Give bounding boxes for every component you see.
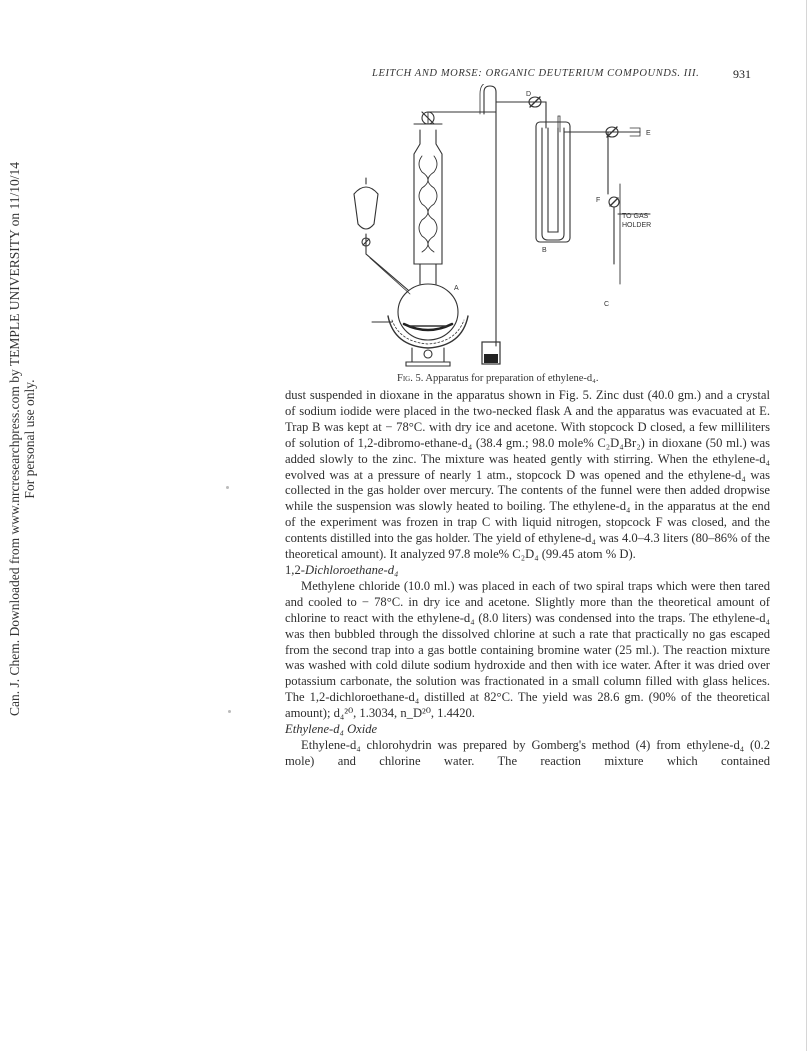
- apparatus-figure: [350, 84, 690, 374]
- scan-speck: [226, 486, 229, 489]
- running-head-title: LEITCH AND MORSE: ORGANIC DEUTERIUM COMPOUNDS. III.: [372, 68, 700, 79]
- label-c: C: [604, 301, 610, 308]
- page-edge-rule: [806, 0, 807, 1051]
- heading-italic: Dichloroethane-d₄: [304, 562, 399, 577]
- paragraph-ethylene-oxide: Ethylene-d₄ chlorohydrin was prepared by Gomberg's method (4) from ethylene-d₄ (0.2 mole) and chlorine water. The reaction mixture which contained: [285, 737, 770, 768]
- dropping-funnel: [354, 187, 378, 229]
- section-heading-dichloroethane: [285, 563, 770, 579]
- label-a: A: [454, 285, 459, 292]
- flask-a: [398, 284, 458, 340]
- label-f: F: [596, 197, 601, 204]
- manometer-tube: [484, 86, 496, 346]
- label-b: B: [542, 247, 547, 254]
- label-holder: HOLDER: [622, 222, 652, 229]
- heading-prefix: 1,2-: [285, 562, 305, 577]
- page-number: 931: [733, 67, 751, 81]
- figure-caption-text: Apparatus for preparation of ethylene-d₄.: [425, 373, 599, 384]
- apparatus-diagram: [350, 84, 690, 374]
- paragraph-dichloroethane: Methylene chloride (10.0 ml.) was placed in each of two spiral traps which were then tared and cooled to − 78°C. in dry ice and acetone. Slightly more than the theoretical amount of chlorine to react with the ethylene-d₄ (8.0 liters) was condensed into the traps. The ethylene-d₄ was then bubbled through the dissolved chlorine at such a rate that practically no gas escaped from the second trap into a gas bottle containing bromine water (25 ml.). The reaction mixture was washed with cold dilute sodium hydroxide and then with ice water. After it was dried over potassium carbonate, the solution was fractionated in a small column filled with glass helices. The 1,2-dichloroethane-d₄ distilled at 82°C. The yield was 28.6 gm. (90% of the theoretical amount); d₄²⁰, 1.3034, n_D²⁰, 1.4420.: [285, 578, 770, 721]
- label-d: D: [526, 91, 532, 98]
- download-watermark: [7, 159, 37, 719]
- paragraph-ethylene-preparation: dust suspended in dioxane in the apparatus shown in Fig. 5. Zinc dust (40.0 gm.) and a crystal of sodium iodide were placed in the two-necked flask A and the apparatus was evacuated at E. Trap B was kept at − 78°C. with dry ice and acetone. With stopcock D closed, a few milliliters of solution of 1,2-dibromo-ethane-d₄ (38.4 gm.; 98.0 mole% C₂D₄Br₂) in dioxane (50 ml.) was added slowly to the zinc. The mixture was heated gently with stirring. When the ethylene-d₄ evolved was at a pressure of nearly 1 atm., stopcock D was opened and the ethylene-d₄ was collected in the gas holder over mercury. The contents of the funnel were then added dropwise while the suspension was slowly heated to boiling. The ethylene-d₄ in the apparatus at the end of the experiment was frozen in trap C with liquid nitrogen, stopcock F was closed, and the contents distilled into the gas holder. The yield of ethylene-d₄ was 4.0–4.3 liters (80–86% of the theoretical amount). It analyzed 97.8 mole% C₂D₄ (99.45 atom % D).: [285, 388, 770, 562]
- label-e: E: [646, 130, 651, 137]
- vacuum-line: [496, 102, 546, 116]
- article-body: [285, 388, 770, 770]
- scan-speck: [228, 710, 231, 713]
- download-notice: Can. J. Chem. Downloaded from www.nrcresearchpress.com by TEMPLE UNIVERSITY on 11/10/14: [7, 162, 22, 716]
- figure-number: Fig. 5.: [397, 373, 424, 384]
- label-to-gas: TO GAS: [622, 213, 649, 220]
- personal-use-notice: For personal use only.: [22, 379, 37, 499]
- section-heading-ethylene-oxide: Ethylene-d₄ Oxide: [285, 722, 378, 737]
- trap-b-dewar: [536, 122, 570, 242]
- figure-caption: [397, 373, 598, 384]
